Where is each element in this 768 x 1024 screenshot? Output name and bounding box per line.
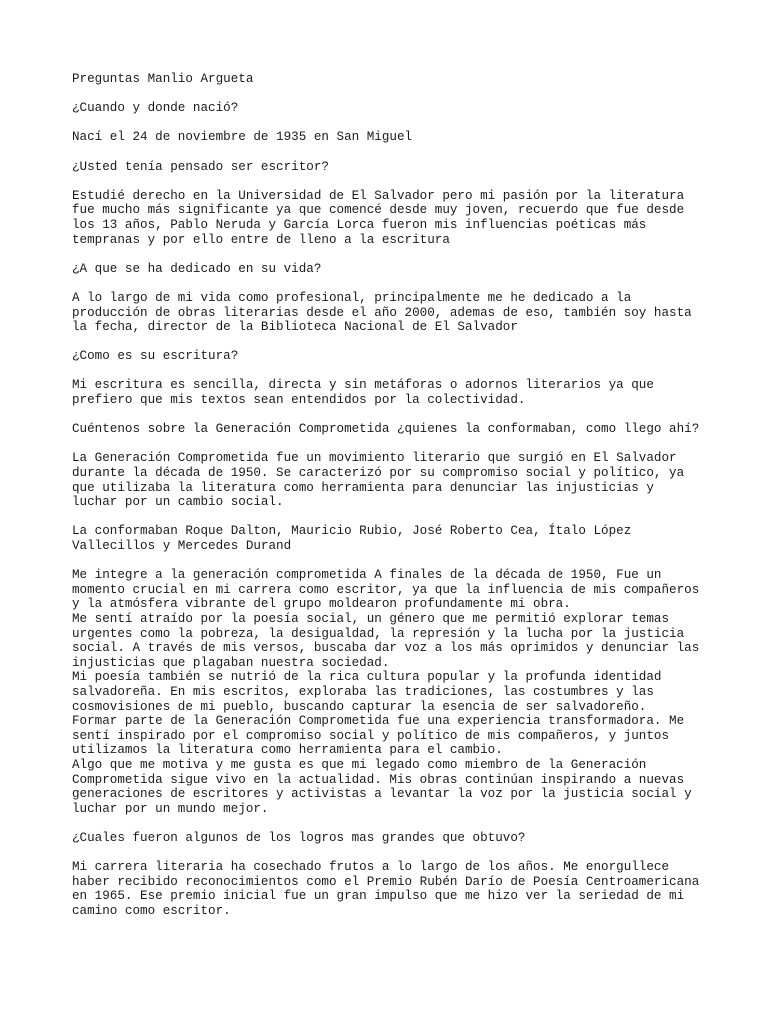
answer-career: A lo largo de mi vida como profesional, principalmente me he dedicado a la producción de obras literarias desde el año 2000, ademas de eso, también soy hasta la fecha, director de la Biblioteca Nacional de El Salvador xyxy=(72,290,692,335)
question-writer: ¿Usted tenía pensado ser escritor? xyxy=(72,159,329,174)
document-body xyxy=(72,72,712,918)
question-generation: Cuéntenos sobre la Generación Comprometida ¿quienes la conformaban, como llego ahí? xyxy=(72,422,700,437)
question-writing-style: ¿Como es su escritura? xyxy=(72,349,239,364)
answer-birth: Nací el 24 de noviembre de 1935 en San Miguel xyxy=(72,130,413,145)
answer-generation-definition: La Generación Comprometida fue un movimiento literario que surgió en El Salvador durante la década de 1950. Se caracterizó por su compromiso social y político, ya que utilizaba la literatura como herramienta para denunciar las injusticias y luchar por un cambio social. xyxy=(72,451,685,510)
answer-achievements: Mi carrera literaria ha cosechado frutos a lo largo de los años. Me enorgullece haber recibido reconocimientos como el Premio Rubén Darío de Poesía Centroamericana en 1965. Ese premio inicial fue un gran impulso que me hizo ver la seriedad de mi camino como escritor. xyxy=(72,860,700,918)
question-career: ¿A que se ha dedicado en su vida? xyxy=(72,261,322,276)
question-birth: ¿Cuando y donde nació? xyxy=(72,101,239,116)
document-title: Preguntas Manlio Argueta xyxy=(72,72,254,86)
answer-writing-style: Mi escritura es sencilla, directa y sin metáforas o adornos literarios ya que prefiero que mis textos sean entendidos por la colectividad. xyxy=(72,378,654,408)
answer-generation-experience: Me integre a la generación comprometida A finales de la década de 1950, Fue un momento crucial en mi carrera como escritor, ya que la influencia de mis compañeros y la atmósfera vibrante del grupo moldearon profundamente mi obra. Me sentí atraído por la poesía social, un género que me permitió explorar temas urgentes como la pobreza, la desigualdad, la represión y la lucha por la justicia social. A través de mis versos, buscaba dar voz a los más oprimidos y denunciar las injusticias que plagaban nuestra sociedad. Mi poesía también se nutrió de la rica cultura popular y la profunda identidad salvadoreña. En mis escritos, exploraba las tradiciones, las costumbres y las cosmovisiones de mi pueblo, buscando capturar la esencia de ser salvadoreño. Formar parte de la Generación Comprometida fue una experiencia transformadora. Me sentí inspirado por el compromiso social y político de mis compañeros, y juntos utilizamos la literatura como herramienta para el cambio. Algo que me motiva y me gusta es que mi legado como miembro de la Generación Comprometida sigue vivo en la actualidad. Mis obras continúan inspirando a nuevas generaciones de escritores y activistas a levantar la voz por la justicia social y luchar por un mundo mejor. xyxy=(72,568,700,816)
answer-writer: Estudié derecho en la Universidad de El Salvador pero mi pasión por la literatura fue mucho más significante ya que comencé desde muy joven, recuerdo que fue desde los 13 años, Pablo Neruda y García Lorca fueron mis influencias poéticas más tempranas y por ello entre de lleno a la escritura xyxy=(72,188,685,247)
answer-generation-members: La conformaban Roque Dalton, Mauricio Rubio, José Roberto Cea, Ítalo López Vallecillos y Mercedes Durand xyxy=(72,524,632,553)
question-achievements: ¿Cuales fueron algunos de los logros mas grandes que obtuvo? xyxy=(72,830,526,845)
